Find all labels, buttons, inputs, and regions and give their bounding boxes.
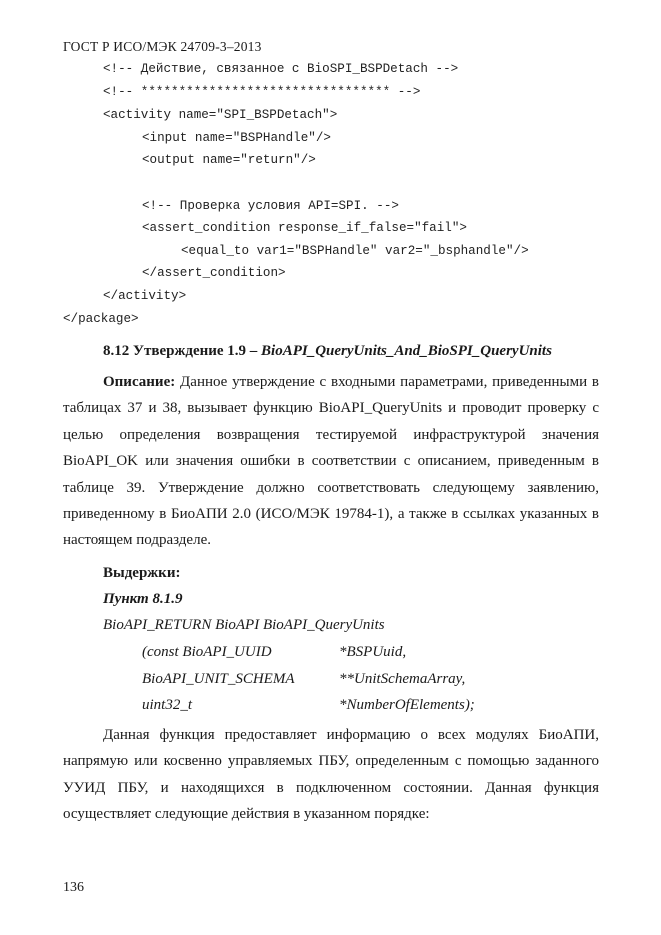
document-header: ГОСТ Р ИСО/МЭК 24709-3–2013: [63, 39, 262, 54]
page-number: 136: [63, 880, 84, 895]
excerpts-label: Выдержки:: [103, 565, 181, 581]
section-number-title: 8.12 Утверждение 1.9 –: [103, 343, 262, 359]
code-line: <!-- ********************************* -->: [103, 85, 421, 99]
code-line: </package>: [63, 312, 139, 326]
clause-reference: Пункт 8.1.9: [103, 591, 183, 607]
param-name: *NumberOfElements);: [339, 697, 475, 713]
code-line: <!-- Действие, связанное с BioSPI_BSPDetach -->: [103, 62, 459, 76]
param-type: (const BioAPI_UUID: [142, 644, 272, 660]
code-line: <assert_condition response_if_false="fail">: [142, 221, 467, 235]
code-line: </activity>: [103, 289, 187, 303]
param-name: **UnitSchemaArray,: [339, 671, 466, 687]
section-heading: [103, 343, 552, 360]
closing-paragraph: Данная функция предоставляет информацию о всех модулях БиоАПИ, напрямую или косвенно управляемых ПБУ, определенным с помощью заданного УУИД ПБУ, и находящихся в подключенном состоянии. Данная функция осуществляет следующие действия в указанном порядке:: [63, 727, 599, 823]
section-italic-title: BioAPI_QueryUnits_And_BioSPI_QueryUnits: [261, 343, 552, 359]
code-line: <!-- Проверка условия API=SPI. -->: [142, 199, 399, 213]
description-label: Описание:: [103, 374, 176, 390]
code-line: </assert_condition>: [142, 266, 286, 280]
code-line: <activity name="SPI_BSPDetach">: [103, 108, 338, 122]
code-line: <output name="return"/>: [142, 153, 316, 167]
code-line: <equal_to var1="BSPHandle" var2="_bsphandle"/>: [181, 244, 529, 258]
param-type: uint32_t: [142, 697, 193, 713]
description-paragraph: [63, 369, 599, 554]
param-name: *BSPUuid,: [339, 644, 407, 660]
code-line: <input name="BSPHandle"/>: [142, 131, 331, 145]
function-signature: BioAPI_RETURN BioAPI BioAPI_QueryUnits: [103, 617, 385, 633]
param-type: BioAPI_UNIT_SCHEMA: [142, 671, 295, 687]
description-text: Данное утверждение с входными параметрами, приведенными в таблицах 37 и 38, вызывает функцию BioAPI_QueryUnits и проводит проверку с целью определения возвращения тестируемой инфраструктурой значения BioAPI_OK или значения ошибки в соответствии с описанием, приведенным в таблице 39. Утверждение должно соответствовать следующему заявлению, приведенному в БиоАПИ 2.0 (ИСО/МЭК 19784-1), а также в ссылках указанных в настоящем подразделе.: [63, 374, 599, 549]
